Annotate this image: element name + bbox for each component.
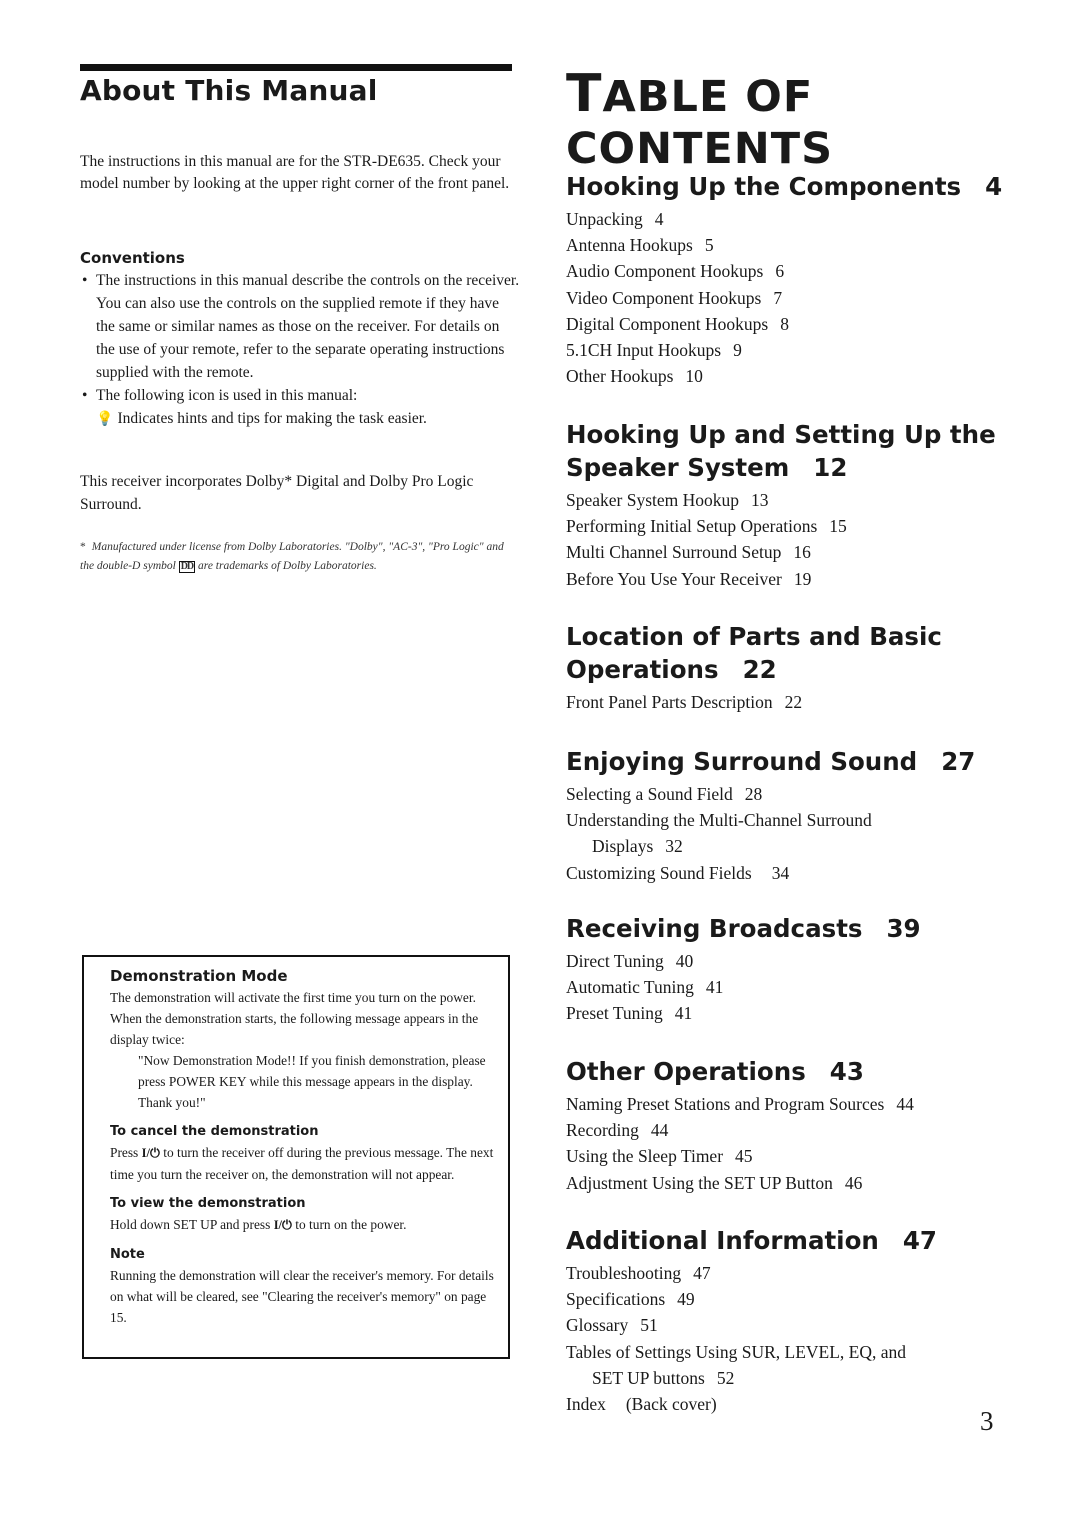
toc-entry[interactable]: Understanding the Multi-Channel Surround <box>566 810 872 831</box>
toc-entry-page: 8 <box>780 313 789 334</box>
toc-section-heading[interactable]: Hooking Up the Components 4 <box>566 172 1003 201</box>
demo-title: Demonstration Mode <box>110 967 288 985</box>
toc-entry[interactable]: Index (Back cover) <box>566 1394 717 1415</box>
toc-entry[interactable]: Other Hookups 10 <box>566 366 703 387</box>
toc-entry[interactable]: Antenna Hookups 5 <box>566 235 714 256</box>
dolby-paragraph: This receiver incorporates Dolby* Digital and Dolby Pro Logic Surround. <box>80 473 474 513</box>
note-heading: Note <box>110 1247 145 1262</box>
toc-entry[interactable]: 5.1CH Input Hookups 9 <box>566 340 742 361</box>
toc-section-heading[interactable]: Speaker System 12 <box>566 453 848 482</box>
toc-entry-page: 15 <box>829 516 847 537</box>
toc-entry-page: 10 <box>685 366 703 387</box>
toc-section-heading[interactable]: Additional Information 47 <box>566 1226 937 1255</box>
conventions-heading: Conventions <box>80 249 185 267</box>
about-title: About This Manual <box>80 74 378 107</box>
toc-entry-page: 32 <box>665 836 683 857</box>
note-text: Running the demonstration will clear the receiver's memory. For details on what will be cleared, see "Clearing the receiver's memory" on page 15. <box>110 1268 494 1325</box>
toc-entry[interactable]: Direct Tuning 40 <box>566 951 694 971</box>
toc-section <box>566 1055 1006 1196</box>
toc-entry-page: 34 <box>771 862 790 883</box>
toc-section-page: 47 <box>902 1226 937 1255</box>
toc-entry[interactable]: Before You Use Your Receiver 19 <box>566 568 812 589</box>
toc-entry-page: 22 <box>784 692 803 712</box>
view-heading: To view the demonstration <box>110 1196 306 1211</box>
toc-section <box>566 1224 1006 1417</box>
toc-entry-page: 5 <box>704 235 714 256</box>
toc-entry[interactable]: Specifications 49 <box>566 1289 695 1310</box>
toc-entry-continued[interactable]: SET UP buttons 52 <box>592 1367 735 1388</box>
toc-entry[interactable]: Speaker System Hookup 13 <box>566 490 769 510</box>
toc-entry-page: 49 <box>677 1289 695 1310</box>
bullet-dot: • <box>82 387 88 404</box>
toc-entry[interactable]: Tables of Settings Using SUR, LEVEL, EQ, and <box>566 1341 906 1362</box>
toc-section-heading[interactable]: Other Operations 43 <box>566 1057 864 1086</box>
demo-paragraph: The demonstration will activate the first time you turn on the power. When the demonstration starts, the following message appears in the display twice: <box>110 990 479 1047</box>
trademark-footnote: * Manufactured under license from Dolby Laboratories. "Dolby", "AC-3", "Pro Logic" and the double-D symbol DD are trademarks of Dolby Laboratories. <box>80 541 504 572</box>
toc-entry[interactable]: Recording 44 <box>566 1120 669 1141</box>
toc-section-page: 12 <box>813 453 848 482</box>
intro-paragraph: The instructions in this manual are for the STR-DE635. Check your model number by looking at the upper right corner of the front panel. <box>80 153 510 192</box>
toc-entry-page: (Back cover) <box>625 1394 717 1415</box>
hint-line: 💡 Indicates hints and tips for making the task easier. <box>80 407 520 431</box>
toc-entry[interactable]: Multi Channel Surround Setup 16 <box>566 542 811 563</box>
toc-section-page: 22 <box>742 655 777 684</box>
toc-entry-page: 7 <box>773 287 783 308</box>
toc-entry-page: 19 <box>793 568 812 589</box>
toc-section-heading[interactable]: Operations 22 <box>566 655 777 684</box>
view-text: Hold down SET UP and press I/⏻ to turn on the power. <box>110 1217 407 1232</box>
toc-entry-page: 9 <box>733 340 742 361</box>
toc-entry[interactable]: Preset Tuning 41 <box>566 1003 693 1024</box>
toc-entry[interactable]: Naming Preset Stations and Program Sources 44 <box>566 1094 914 1114</box>
toc-entry-page: 4 <box>654 209 664 229</box>
toc-entry[interactable]: Video Component Hookups 7 <box>566 287 783 308</box>
toc-section-heading[interactable]: Receiving Broadcasts 39 <box>566 914 921 943</box>
toc-entry-page: 51 <box>640 1315 658 1336</box>
lightbulb-icon: 💡 <box>96 412 114 427</box>
double-d-symbol: DD <box>180 561 194 572</box>
toc-entry-page: 41 <box>705 977 724 998</box>
toc-title: TABLE OF CONTENTS <box>566 64 834 174</box>
bullet-dot: • <box>82 272 88 289</box>
toc-entry-page: 40 <box>675 951 694 971</box>
toc-section-page: 43 <box>829 1057 864 1086</box>
toc-entry-page: 45 <box>735 1146 753 1167</box>
toc-entry[interactable]: Performing Initial Setup Operations 15 <box>566 516 847 537</box>
toc-entry[interactable]: Customizing Sound Fields 34 <box>566 862 790 883</box>
toc-entry-page: 46 <box>844 1172 863 1193</box>
top-rule <box>80 64 512 71</box>
toc-section <box>566 620 1006 715</box>
toc-entry[interactable]: Selecting a Sound Field 28 <box>566 784 763 804</box>
toc-entry[interactable]: Front Panel Parts Description 22 <box>566 692 803 712</box>
toc-section-page: 39 <box>886 914 921 943</box>
toc-section <box>566 745 1006 886</box>
cancel-heading: To cancel the demonstration <box>110 1124 319 1139</box>
toc-entry-page: 28 <box>744 784 763 804</box>
toc-entry[interactable]: Glossary 51 <box>566 1315 658 1336</box>
toc-entry-continued[interactable]: Displays 32 <box>592 836 683 857</box>
power-icon: I/⏻ <box>273 1218 292 1232</box>
toc-entry[interactable]: Automatic Tuning 41 <box>566 977 724 998</box>
toc-entry-page: 44 <box>650 1120 669 1141</box>
toc-entry-page: 52 <box>716 1367 735 1388</box>
toc-section <box>566 912 1006 1027</box>
toc-entry-page: 6 <box>775 261 785 282</box>
toc-entry[interactable]: Troubleshooting 47 <box>566 1263 711 1283</box>
demo-quote: "Now Demonstration Mode!! If you finish demonstration, please press POWER KEY while this message appears in the display. Thank you!" <box>138 1053 486 1110</box>
page-number: 3 <box>980 1406 994 1436</box>
conventions-list <box>80 269 520 431</box>
toc-entry-page: 41 <box>674 1003 693 1024</box>
toc-section-page: 27 <box>941 747 976 776</box>
toc-section <box>566 418 1006 592</box>
conventions-bullet-2: • The following icon is used in this manual: <box>80 384 520 407</box>
toc-entry-page: 47 <box>693 1263 711 1283</box>
toc-entry[interactable]: Digital Component Hookups 8 <box>566 313 789 334</box>
power-icon: I/⏻ <box>141 1146 160 1160</box>
toc-section-heading-line: Hooking Up and Setting Up the <box>566 420 996 449</box>
toc-entry[interactable]: Unpacking 4 <box>566 209 664 229</box>
cancel-text: Press I/⏻ to turn the receiver off during the previous message. The next time you turn the receiver on, the demonstration will not appear. <box>110 1145 494 1182</box>
toc-section-heading[interactable]: Enjoying Surround Sound 27 <box>566 747 976 776</box>
toc-entry[interactable]: Audio Component Hookups 6 <box>566 261 785 282</box>
toc-entry[interactable]: Adjustment Using the SET UP Button 46 <box>566 1172 863 1193</box>
demonstration-box <box>82 955 510 1359</box>
toc-entry-page: 44 <box>896 1094 914 1114</box>
toc-section-page: 4 <box>985 172 1003 201</box>
conventions-bullet-1: • The instructions in this manual describe the controls on the receiver. You can also use the controls on the supplied remote if they have the same or similar names as those on the receiver. For details on the use of your remote, refer to the separate operating instructions supplied with the remote. <box>80 269 520 384</box>
toc-entry[interactable]: Using the Sleep Timer 45 <box>566 1146 753 1167</box>
toc-entry-page: 13 <box>751 490 769 510</box>
toc-section-heading-line: Location of Parts and Basic <box>566 622 942 651</box>
toc-entry-page: 16 <box>793 542 811 563</box>
footnote-star: * <box>80 541 86 553</box>
toc-section <box>566 170 1006 389</box>
